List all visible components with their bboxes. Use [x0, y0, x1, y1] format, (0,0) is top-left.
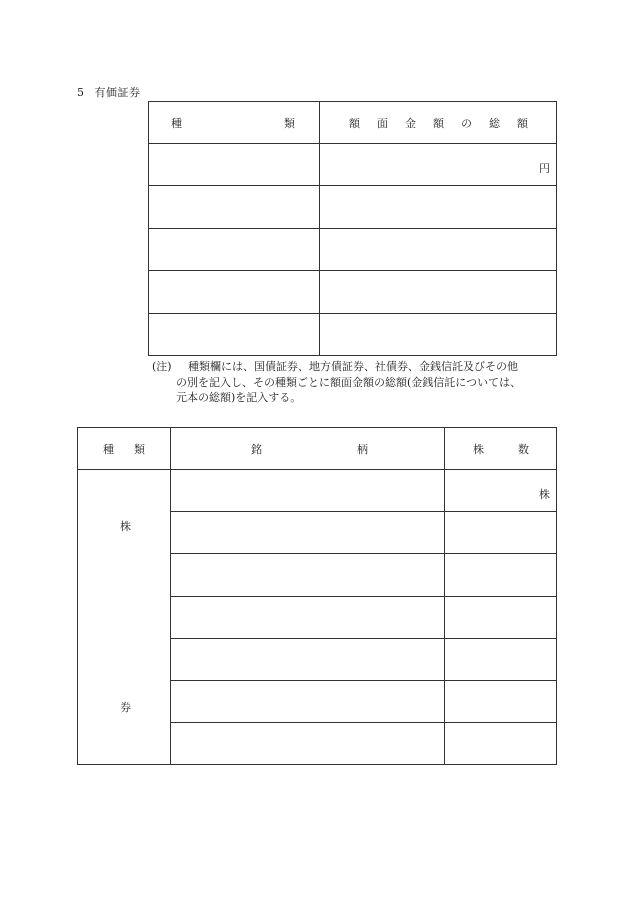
table-row	[149, 186, 557, 228]
header-char: 総	[489, 116, 500, 130]
kind-char: 株	[120, 520, 131, 533]
shares-input-cell[interactable]	[445, 638, 557, 680]
issue-input-cell[interactable]	[171, 596, 445, 638]
table-header-row	[78, 428, 557, 470]
header-char: 種	[103, 442, 114, 456]
note-label: (注)	[152, 360, 172, 373]
note-line: 元本の総額)を記入する。	[176, 391, 302, 404]
table-row	[149, 144, 557, 186]
issue-input-cell[interactable]	[171, 680, 445, 722]
note-line: 種類欄には、国債証券、地方債証券、社債券、金銭信託及びその他	[188, 360, 518, 373]
issue-input-cell[interactable]	[171, 723, 445, 765]
shares-input-cell[interactable]	[445, 470, 557, 512]
shares-input-cell[interactable]	[445, 554, 557, 596]
table-row	[149, 228, 557, 270]
amount-input-cell[interactable]	[320, 313, 557, 355]
section-heading	[77, 84, 141, 100]
securities-amount-table	[148, 101, 557, 356]
header-char: 類	[134, 442, 145, 456]
issue-input-cell[interactable]	[171, 638, 445, 680]
amount-input-cell[interactable]	[320, 186, 557, 228]
shares-input-cell[interactable]	[445, 596, 557, 638]
note-line: の別を記入し、その種類ごとに額面金額の総額(金銭信託については、	[176, 375, 522, 389]
stock-certificates-table	[77, 427, 557, 765]
header-char: 数	[518, 442, 529, 456]
kind-input-cell[interactable]	[149, 313, 320, 355]
table-row	[149, 313, 557, 355]
header-char: 柄	[357, 442, 368, 456]
header-char: 銘	[251, 442, 262, 456]
kind-input-cell[interactable]	[149, 271, 320, 313]
header-char: 額	[517, 116, 528, 130]
kind-input-cell[interactable]	[149, 144, 320, 186]
header-char: 株	[473, 442, 484, 456]
header-char: 種	[171, 116, 182, 130]
section-title: 有価証券	[94, 86, 141, 99]
kind-cell	[78, 470, 171, 765]
header-issue-name	[171, 428, 445, 470]
kind-char: 券	[120, 701, 131, 714]
header-share-count	[445, 428, 557, 470]
table-row	[149, 271, 557, 313]
shares-input-cell[interactable]	[445, 512, 557, 554]
header-char: 額	[433, 116, 444, 130]
amount-input-cell[interactable]	[320, 228, 557, 270]
shares-unit: 株	[539, 488, 550, 501]
yen-unit: 円	[539, 162, 550, 175]
issue-input-cell[interactable]	[171, 470, 445, 512]
header-char: 類	[284, 116, 295, 130]
issue-input-cell[interactable]	[171, 554, 445, 596]
header-char: の	[461, 116, 472, 130]
table-header-row	[149, 102, 557, 144]
header-char: 額	[349, 116, 360, 130]
note	[152, 359, 562, 406]
shares-input-cell[interactable]	[445, 723, 557, 765]
kind-input-cell[interactable]	[149, 228, 320, 270]
kind-input-cell[interactable]	[149, 186, 320, 228]
header-char: 面	[377, 116, 388, 130]
header-kind	[149, 102, 320, 144]
shares-input-cell[interactable]	[445, 680, 557, 722]
section-number: 5	[77, 86, 85, 99]
table-row	[78, 470, 557, 512]
header-kind	[78, 428, 171, 470]
amount-input-cell[interactable]	[320, 144, 557, 186]
header-total-face-value	[320, 102, 557, 144]
issue-input-cell[interactable]	[171, 512, 445, 554]
header-char: 金	[405, 116, 416, 130]
amount-input-cell[interactable]	[320, 271, 557, 313]
